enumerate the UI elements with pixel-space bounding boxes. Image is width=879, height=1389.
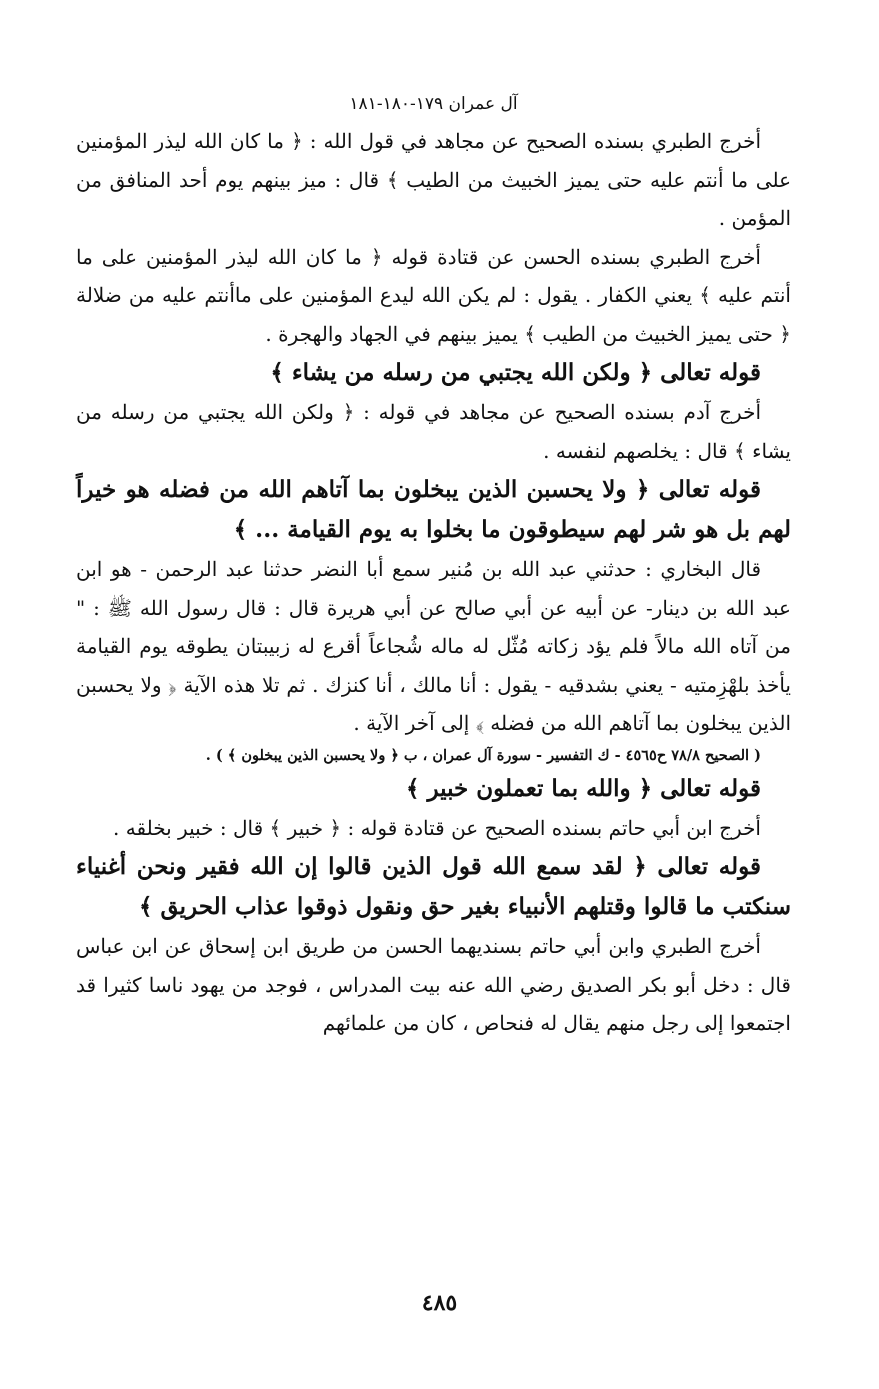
paragraph: أخرج الطبري بسنده الحسن عن قتادة قوله ﴿ ما كان الله ليذر المؤمنين على ما أنتم عليه ﴾ يعني الكفار . يقول : لم يكن الله ليدع المؤمنين على ماأنتم عليه من ضلالة ﴿ حتى يميز الخبيث من الطيب ﴾ يميز بينهم في الجهاد والهجرة .	[76, 244, 791, 346]
source-reference: ( الصحيح ٧٨/٨ ح٤٥٦٥ - ك التفسير - سورة آل عمران ، ب ﴿ ولا يحسبن الذين يبخلون ﴾ ) .	[205, 746, 761, 764]
page-number: ٤٨٥	[421, 1290, 458, 1316]
paragraph: أخرج ابن أبي حاتم بسنده الصحيح عن قتادة قوله : ﴿ خبير ﴾ قال : خبير بخلقه .	[113, 815, 761, 840]
running-head: آل عمران ١٧٩-١٨٠-١٨١	[349, 94, 518, 114]
page-body	[76, 86, 791, 1043]
paragraph: أخرج آدم بسنده الصحيح عن مجاهد في قوله : ﴿ ولكن الله يجتبي من رسله من يشاء ﴾ قال : يخلصهم لنفسه .	[76, 400, 791, 463]
page-content	[76, 122, 791, 1043]
verse-heading: قوله تعالى ﴿ ولكن الله يجتبي من رسله من يشاء ﴾	[270, 359, 761, 386]
verse-heading: قوله تعالى ﴿ والله بما تعملون خبير ﴾	[405, 774, 761, 802]
paragraph: قال البخاري : حدثني عبد الله بن مُنير سمع أبا النضر حدثنا عبد الرحمن - هو ابن عبد الله بن دينار- عن أبيه عن أبي صالح عن أبي هريرة قال : قال رسول الله ﷺ : " من آتاه الله مالاً فلم يؤد زكاته مُثّل له ماله شُجاعاً أقرع له زبيبتان يطوقه يوم القيامة يأخذ بلهْزِمتيه - يعني بشدقيه - يقول : أنا مالك ، أنا كنزك . ثم تلا هذه الآية ﴿ ولا يحسبن الذين يبخلون بما آتاهم الله من فضله ﴾ إلى آخر الآية .	[76, 557, 791, 735]
verse-heading: قوله تعالى ﴿ لقد سمع الله قول الذين قالوا إن الله فقير ونحن أغنياء سنكتب ما قالوا وقتلهم الأنبياء بغير حق ونقول ذوقوا عذاب الحريق ﴾	[76, 853, 791, 920]
verse-heading: قوله تعالى ﴿ ولا يحسبن الذين يبخلون بما آتاهم الله من فضله هو خيراً لهم بل هو شر لهم سيطوقون ما بخلوا به يوم القيامة ... ﴾	[76, 476, 791, 543]
paragraph: أخرج الطبري وابن أبي حاتم بسنديهما الحسن من طريق ابن إسحاق عن ابن عباس قال : دخل أبو بكر الصديق رضي الله عنه بيت المدراس ، فوجد من يهود ناسا كثيرا قد اجتمعوا إلى رجل منهم يقال له فنحاص ، كان من علمائهم	[76, 934, 791, 1035]
paragraph: أخرج الطبري بسنده الصحيح عن مجاهد في قول الله : ﴿ ما كان الله ليذر المؤمنين على ما أنتم عليه حتى يميز الخبيث من الطيب ﴾ قال : ميز بينهم يوم أحد المنافق من المؤمن .	[76, 129, 791, 230]
